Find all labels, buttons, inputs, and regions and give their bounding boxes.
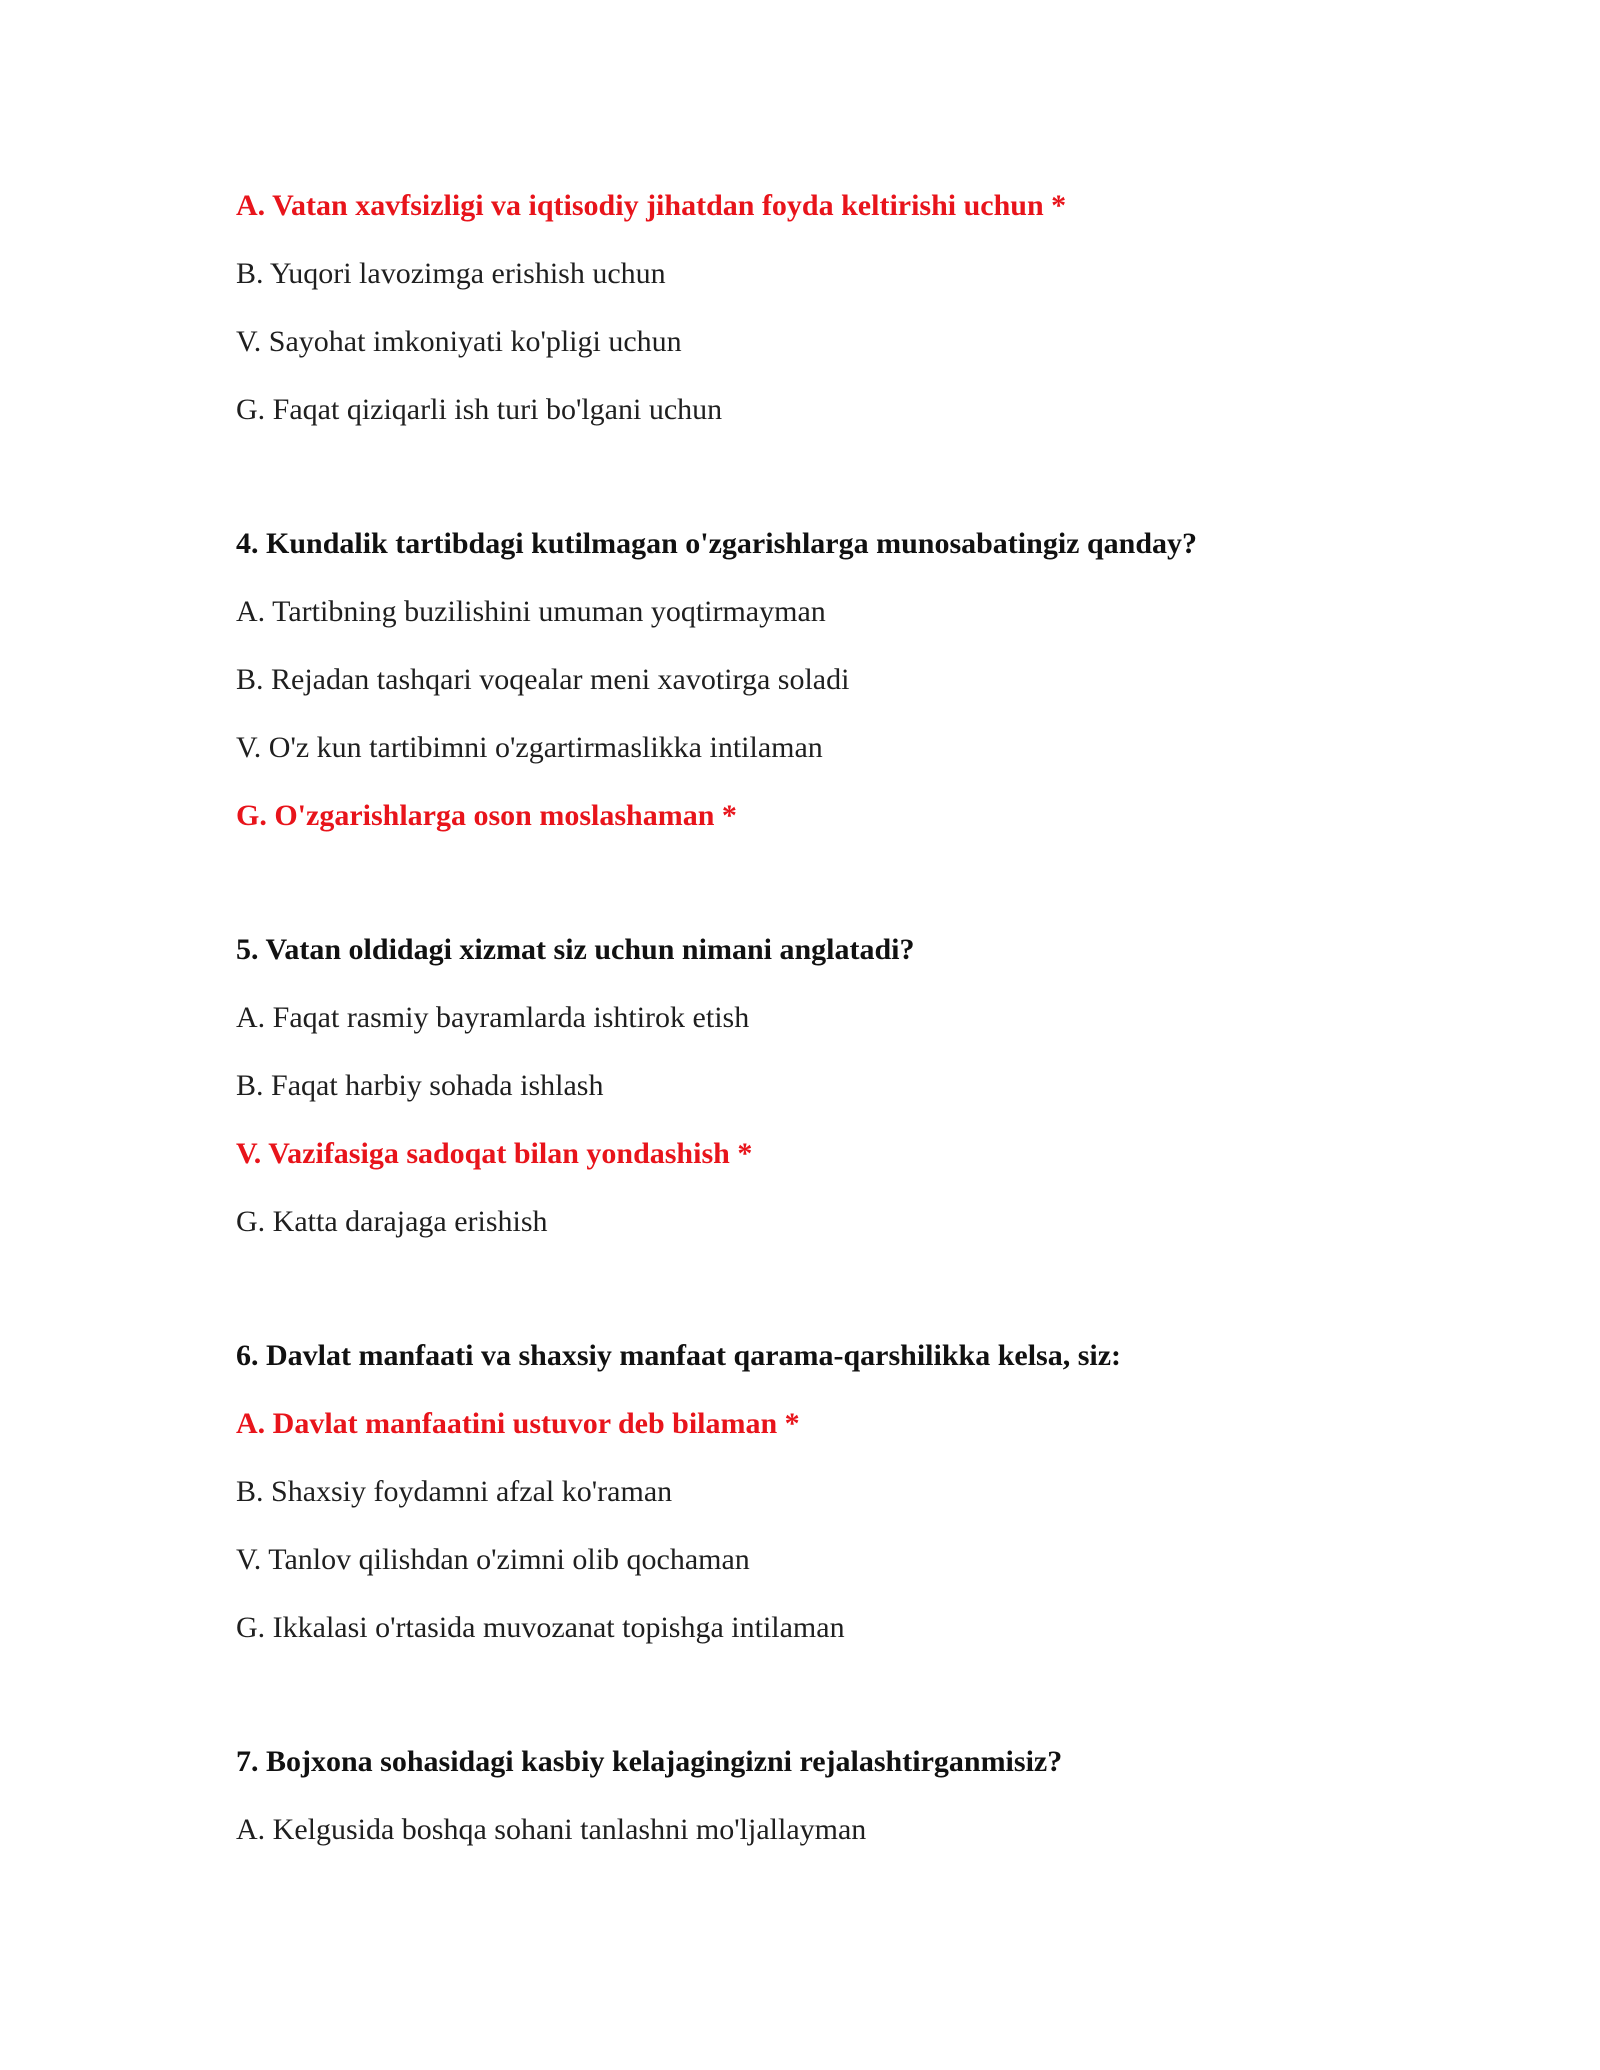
q4-option-b: B. Rejadan tashqari voqealar meni xavotirga soladi [236, 663, 850, 696]
q4-option-a: A. Tartibning buzilishini umuman yoqtirmayman [236, 595, 826, 628]
q4-option-v: V. O'z kun tartibimni o'zgartirmaslikka intilaman [236, 731, 823, 764]
q6-option-v: V. Tanlov qilishdan o'zimni olib qochaman [236, 1543, 750, 1576]
q5-option-g: G. Katta darajaga erishish [236, 1205, 548, 1238]
q5-option-v-correct: V. Vazifasiga sadoqat bilan yondashish * [236, 1137, 753, 1170]
q7-question: 7. Bojxona sohasidagi kasbiy kelajagingizni rejalashtirganmisiz? [236, 1745, 1063, 1778]
q6-option-b: B. Shaxsiy foydamni afzal ko'raman [236, 1475, 673, 1508]
q5-option-a: A. Faqat rasmiy bayramlarda ishtirok etish [236, 1001, 750, 1034]
q4-option-g-correct: G. O'zgarishlarga oson moslashaman * [236, 799, 737, 832]
q3-option-b: B. Yuqori lavozimga erishish uchun [236, 257, 666, 290]
q6-option-a-correct: A. Davlat manfaatini ustuvor deb bilaman * [236, 1407, 800, 1440]
q4-question: 4. Kundalik tartibdagi kutilmagan o'zgarishlarga munosabatingiz qanday? [236, 527, 1198, 560]
q3-option-v: V. Sayohat imkoniyati ko'pligi uchun [236, 325, 682, 358]
q5-question: 5. Vatan oldidagi xizmat siz uchun nimani anglatadi? [236, 933, 915, 966]
q5-option-b: B. Faqat harbiy sohada ishlash [236, 1069, 604, 1102]
q6-option-g: G. Ikkalasi o'rtasida muvozanat topishga intilaman [236, 1611, 845, 1644]
q3-option-a-correct: A. Vatan xavfsizligi va iqtisodiy jihatdan foyda keltirishi uchun * [236, 189, 1067, 222]
q3-option-g: G. Faqat qiziqarli ish turi bo'lgani uchun [236, 393, 723, 426]
q7-option-a: A. Kelgusida boshqa sohani tanlashni mo'ljallayman [236, 1813, 867, 1846]
q6-question: 6. Davlat manfaati va shaxsiy manfaat qarama-qarshilikka kelsa, siz: [236, 1339, 1122, 1372]
